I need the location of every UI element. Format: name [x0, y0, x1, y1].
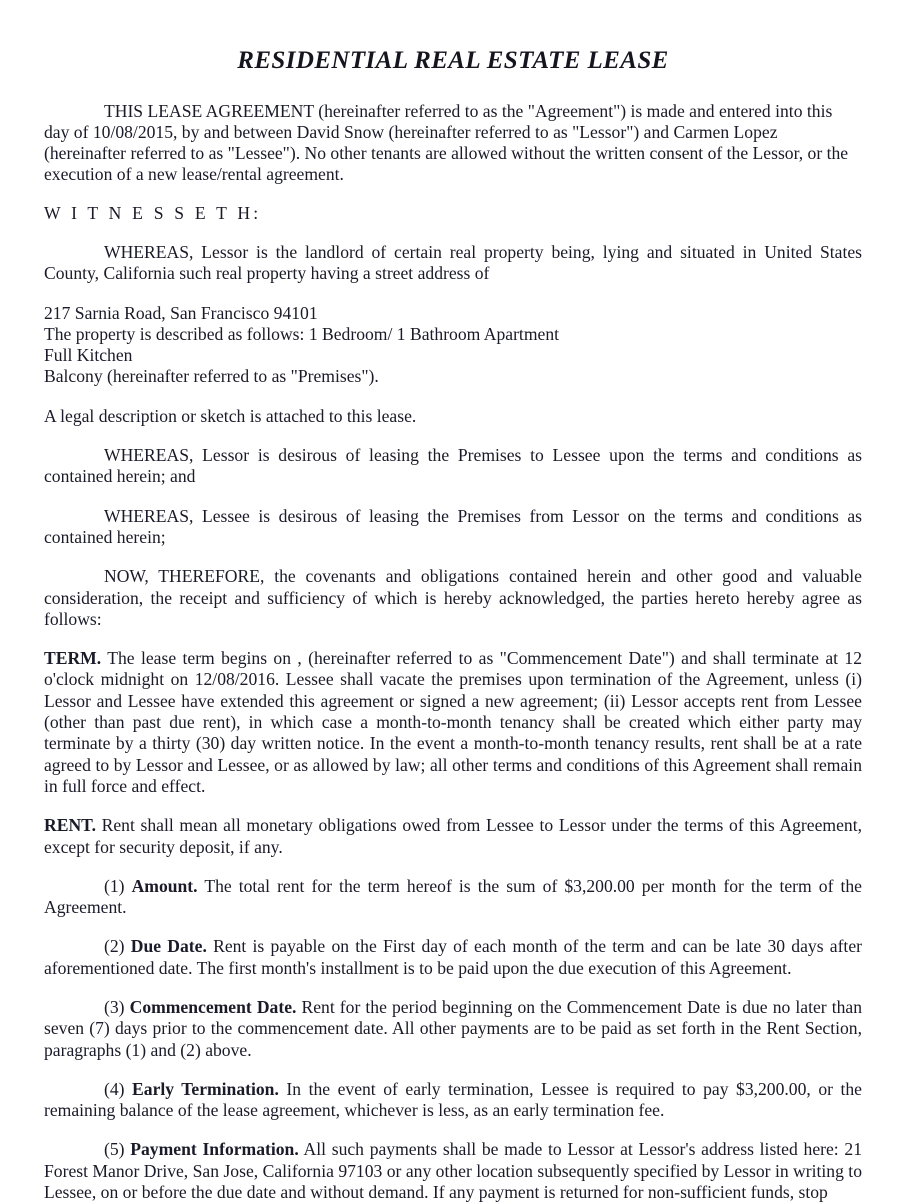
rent-item-body-1: The total rent for the term hereof is the sum of $3,200.00 per month for the term of the Agreement. — [44, 876, 862, 917]
witnesseth-heading: W I T N E S S E T H: — [44, 203, 862, 224]
rent-item-heading-1: Amount. — [132, 876, 198, 896]
rent-item-body-2: Rent is payable on the First day of each month of the term and can be late 30 days after aforementioned date. The first month's installment is to be paid upon the due execution of this Agreement. — [44, 936, 862, 977]
rent-item-number-5: (5) — [104, 1139, 125, 1159]
now-therefore-paragraph: NOW, THEREFORE, the covenants and obligations contained herein and other good and valuable consideration, the receipt and sufficiency of which is hereby acknowledged, the parties hereto hereby agree as follows: — [44, 566, 862, 630]
rent-heading: RENT. — [44, 815, 96, 835]
term-heading: TERM. — [44, 648, 101, 668]
rent-item-number-4: (4) — [104, 1079, 125, 1099]
document-body — [44, 101, 862, 1203]
rent-item-early-termination — [44, 1079, 862, 1122]
rent-body: Rent shall mean all monetary obligations owed from Lessee to Lessor under the terms of this Agreement, except for security deposit, if any. — [44, 815, 862, 856]
property-description-line-3: Balcony (hereinafter referred to as "Premises"). — [44, 366, 862, 387]
whereas-lessor-paragraph: WHEREAS, Lessor is desirous of leasing the Premises to Lessee upon the terms and conditions as contained herein; and — [44, 445, 862, 488]
rent-item-number-2: (2) — [104, 936, 125, 956]
rent-item-body-3: Rent for the period beginning on the Commencement Date is due no later than seven (7) days prior to the commencement date. All other payments are to be paid as set forth in the Rent Section, paragraphs (1) and (2) above. — [44, 997, 862, 1060]
rent-item-heading-5: Payment Information. — [130, 1139, 298, 1159]
property-description-line-2: Full Kitchen — [44, 345, 862, 366]
rent-item-body-4: In the event of early termination, Lessee is required to pay $3,200.00, or the remaining balance of the lease agreement, whichever is less, as an early termination fee. — [44, 1079, 862, 1120]
whereas-lessee-paragraph: WHEREAS, Lessee is desirous of leasing the Premises from Lessor on the terms and conditions as contained herein; — [44, 506, 862, 549]
property-description-line-1: The property is described as follows: 1 Bedroom/ 1 Bathroom Apartment — [44, 324, 862, 345]
whereas-landlord-paragraph: WHEREAS, Lessor is the landlord of certain real property being, lying and situated in United States County, California such real property having a street address of — [44, 242, 862, 285]
rent-item-heading-3: Commencement Date. — [130, 997, 297, 1017]
rent-item-heading-4: Early Termination. — [132, 1079, 279, 1099]
rent-item-number-1: (1) — [104, 876, 125, 896]
term-body: The lease term begins on , (hereinafter referred to as "Commencement Date") and shall terminate at 12 o'clock midnight on 12/08/2016. Lessee shall vacate the premises upon termination of the Agreement, unless (i) Lessor and Lessee have extended this agreement or signed a new agreement; (ii) Lessor accepts rent from Lessee (other than past due rent), in which case a month-to-month tenancy shall be created which either party may terminate by a thirty (30) day written notice. In the event a month-to-month tenancy results, rent shall be at a rate agreed to by Lessor and Lessee, or as allowed by law; all other terms and conditions of this Agreement shall remain in full force and effect. — [44, 648, 862, 796]
rent-item-payment-information — [44, 1139, 862, 1203]
rent-item-body-5: All such payments shall be made to Lessor at Lessor's address listed here: 21 Forest Manor Drive, San Jose, California 97103 or any other location subsequently specified by Lessor in writing to Lessee, on or before the due date and without demand. If any payment is returned for non-sufficient funds, stop — [44, 1139, 862, 1202]
rent-item-commencement-date — [44, 997, 862, 1061]
page-title: RESIDENTIAL REAL ESTATE LEASE — [44, 0, 862, 75]
rent-item-number-3: (3) — [104, 997, 125, 1017]
rent-section — [44, 815, 862, 858]
rent-item-heading-2: Due Date. — [131, 936, 207, 956]
rent-item-amount — [44, 876, 862, 919]
property-address: 217 Sarnia Road, San Francisco 94101 — [44, 303, 862, 324]
legal-description-paragraph: A legal description or sketch is attached to this lease. — [44, 406, 862, 427]
rent-item-due-date — [44, 936, 862, 979]
term-section — [44, 648, 862, 797]
intro-paragraph: THIS LEASE AGREEMENT (hereinafter referred to as the "Agreement") is made and entered into this day of 10/08/2015, by and between David Snow (hereinafter referred to as "Lessor") and Carmen Lopez (hereinafter referred to as "Lessee"). No other tenants are allowed without the written consent of the Lessor, or the execution of a new lease/rental agreement. — [44, 101, 862, 186]
property-description-block — [44, 324, 862, 388]
